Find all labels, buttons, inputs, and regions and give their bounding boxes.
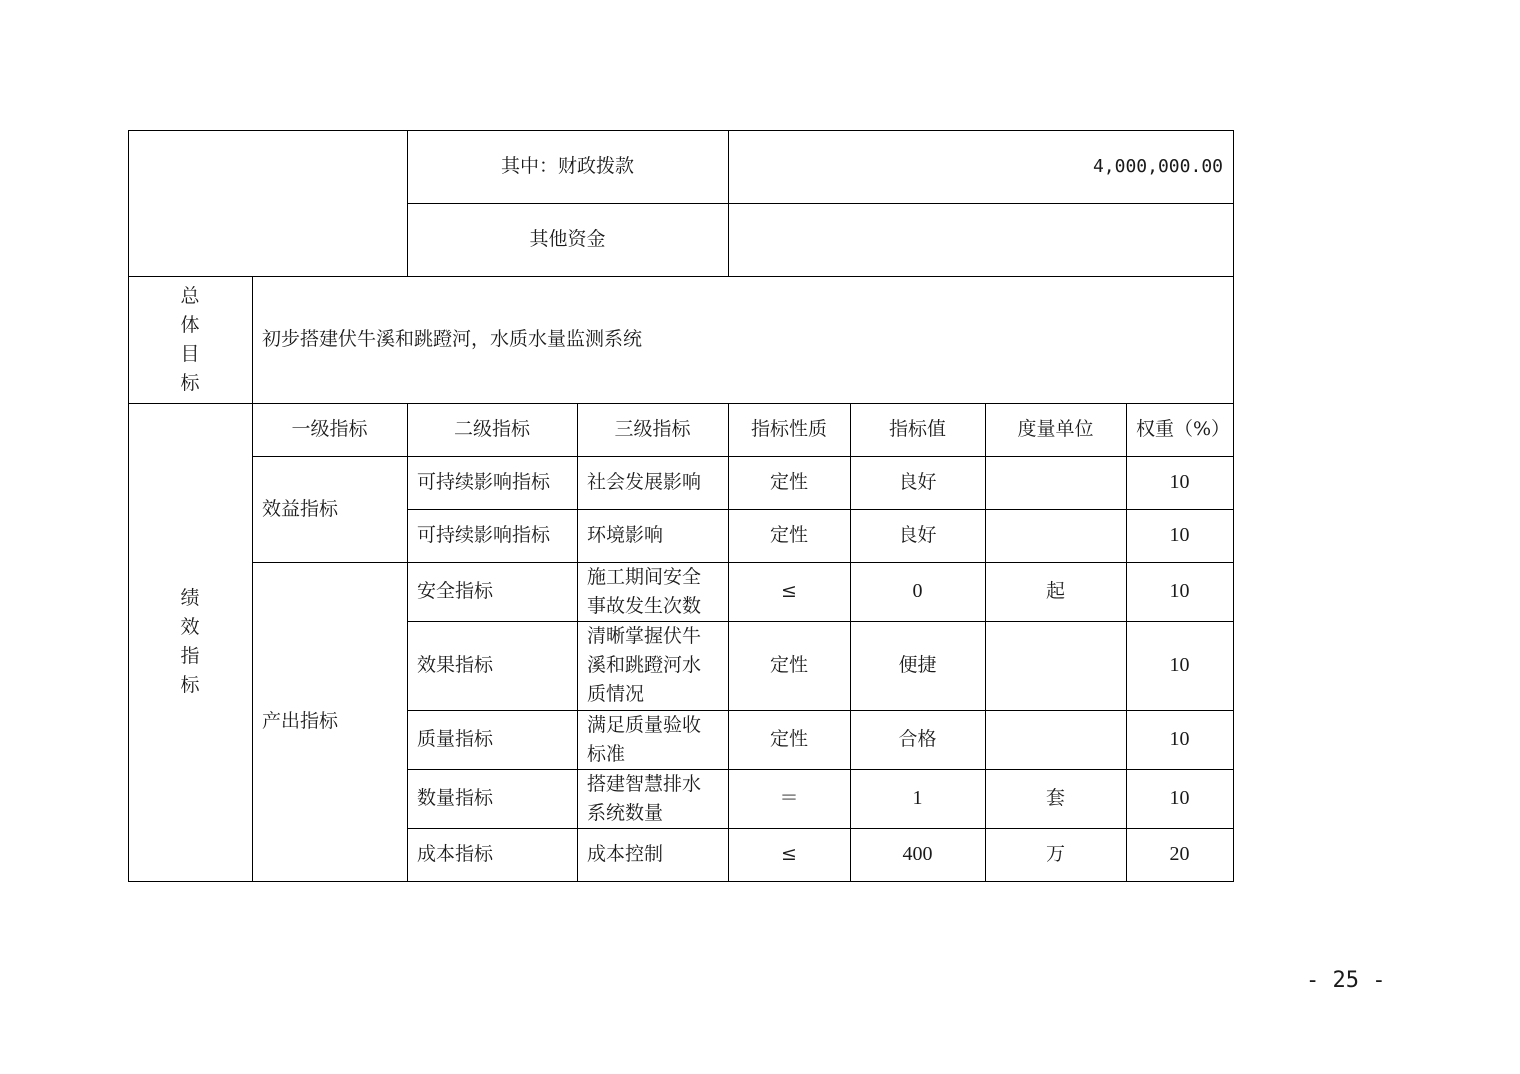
weight-percent: 10 bbox=[1169, 787, 1190, 809]
page-number: - 25 - bbox=[1306, 968, 1386, 993]
indicator-value: 良好 bbox=[898, 524, 937, 546]
level2-indicator: 质量指标 bbox=[417, 728, 494, 750]
indicator-nature: ≤ bbox=[781, 843, 797, 865]
column-header: 二级指标 bbox=[453, 418, 530, 440]
table-rule bbox=[1233, 130, 1234, 882]
indicator-value: 良好 bbox=[898, 471, 937, 493]
level2-indicator: 数量指标 bbox=[417, 787, 494, 809]
weight-percent: 10 bbox=[1169, 580, 1190, 602]
fiscal-funding-label: 其中：财政拨款 bbox=[500, 155, 634, 177]
level2-indicator: 成本指标 bbox=[417, 843, 494, 865]
indicator-value: 400 bbox=[902, 843, 933, 865]
level2-indicator: 可持续影响指标 bbox=[417, 471, 551, 493]
indicator-value: 合格 bbox=[898, 728, 937, 750]
indicator-nature: ＝ bbox=[779, 787, 799, 809]
column-header: 三级指标 bbox=[614, 418, 691, 440]
group-output-indicator: 产出指标 bbox=[262, 710, 339, 732]
measure-unit bbox=[985, 621, 1126, 710]
weight-percent: 10 bbox=[1169, 471, 1190, 493]
indicator-nature: ≤ bbox=[781, 580, 797, 602]
indicator-nature: 定性 bbox=[769, 728, 808, 750]
weight-percent: 20 bbox=[1169, 843, 1190, 865]
level3-indicator: 清晰掌握伏牛 溪和跳蹬河水 质情况 bbox=[587, 625, 702, 705]
other-funding-label: 其他资金 bbox=[529, 228, 606, 250]
overall-goal-label: 总 体 目 标 bbox=[180, 284, 200, 394]
column-header: 权重（%） bbox=[1136, 418, 1231, 440]
level2-indicator: 可持续影响指标 bbox=[417, 524, 551, 546]
column-header: 一级指标 bbox=[291, 418, 368, 440]
level3-indicator: 成本控制 bbox=[587, 843, 664, 865]
level3-indicator: 施工期间安全 事故发生次数 bbox=[587, 565, 702, 617]
measure-unit bbox=[985, 710, 1126, 769]
overall-goal-text: 初步搭建伏牛溪和跳蹬河，水质水量监测系统 bbox=[262, 328, 643, 350]
column-header: 指标性质 bbox=[750, 418, 827, 440]
other-funding-value bbox=[728, 203, 1233, 276]
measure-unit bbox=[985, 456, 1126, 509]
group-benefit-indicator: 效益指标 bbox=[262, 497, 339, 520]
measure-unit: 起 bbox=[1045, 580, 1065, 602]
measure-unit: 套 bbox=[1045, 787, 1065, 809]
indicator-value: 便捷 bbox=[898, 654, 937, 676]
column-header: 度量单位 bbox=[1017, 418, 1094, 440]
indicator-value: 0 bbox=[912, 580, 923, 602]
measure-unit: 万 bbox=[1045, 843, 1065, 865]
level3-indicator: 社会发展影响 bbox=[587, 471, 702, 493]
level3-indicator: 满足质量验收 标准 bbox=[587, 713, 702, 765]
indicator-nature: 定性 bbox=[769, 654, 808, 676]
indicator-nature: 定性 bbox=[769, 524, 808, 546]
measure-unit bbox=[985, 509, 1126, 562]
weight-percent: 10 bbox=[1169, 654, 1190, 676]
indicator-nature: 定性 bbox=[769, 471, 808, 493]
level2-indicator: 安全指标 bbox=[417, 580, 494, 602]
weight-percent: 10 bbox=[1169, 728, 1190, 750]
table-rule bbox=[128, 881, 1234, 882]
performance-indicator-label: 绩 效 指 标 bbox=[180, 587, 200, 696]
level3-indicator: 搭建智慧排水 系统数量 bbox=[587, 772, 702, 824]
level3-indicator: 环境影响 bbox=[587, 524, 664, 546]
fiscal-funding-value: 4,000,000.00 bbox=[1092, 156, 1223, 177]
indicator-value: 1 bbox=[912, 787, 923, 809]
level2-indicator: 效果指标 bbox=[417, 654, 494, 676]
weight-percent: 10 bbox=[1169, 524, 1190, 546]
column-header: 指标值 bbox=[888, 418, 946, 440]
